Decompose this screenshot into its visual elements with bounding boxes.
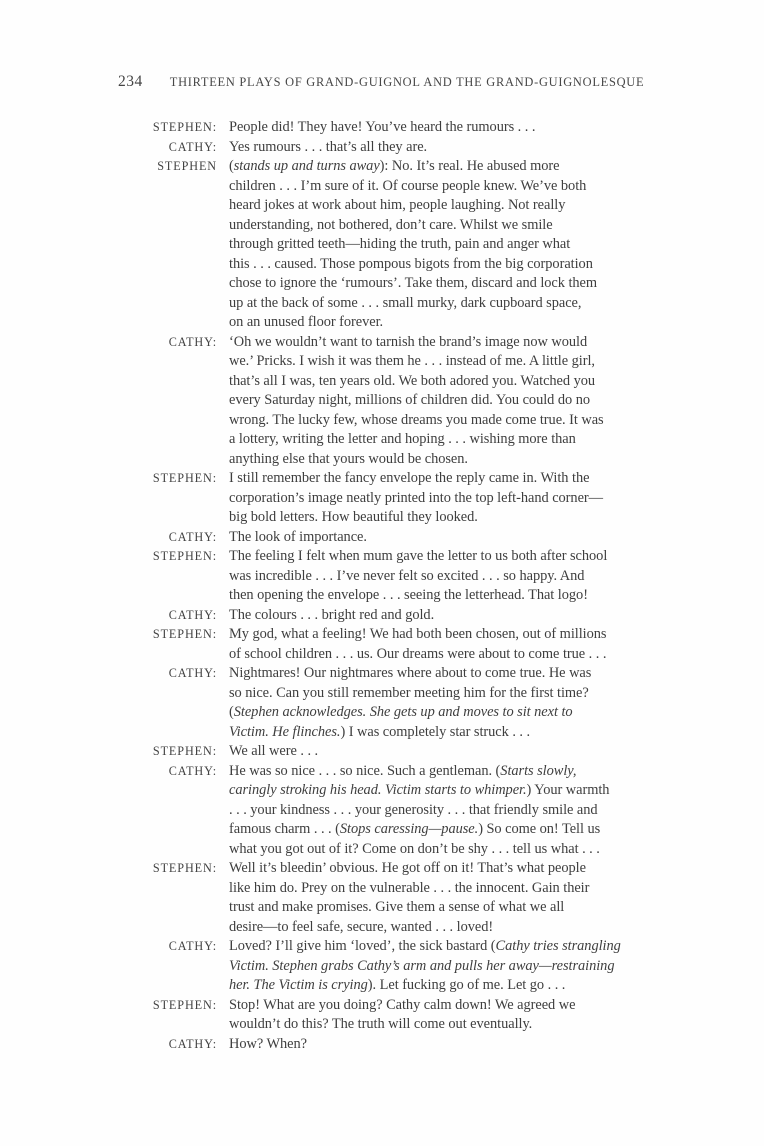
dialogue-segment: up at the back of some . . . small murky, dark cupboard space, [229, 294, 582, 311]
text-line [229, 430, 689, 450]
speech-text [229, 469, 689, 528]
dialogue-entry [145, 157, 689, 333]
dialogue-segment: Stop! What are you doing? Cathy calm down! We agreed we [229, 996, 576, 1013]
stage-direction: Stephen acknowledges. She gets up and moves to sit next to [233, 704, 573, 720]
text-line [229, 606, 689, 626]
text-line [229, 918, 689, 938]
text-line [229, 664, 689, 684]
text-line [229, 586, 689, 606]
text-line [229, 840, 689, 860]
dialogue-segment: what you got out of it? Come on don’t be shy . . . tell us what . . . [229, 840, 600, 857]
text-line [229, 1035, 689, 1055]
dialogue-segment: I still remember the fancy envelope the reply came in. With the [229, 470, 590, 486]
text-line [229, 528, 689, 548]
speech-text [229, 762, 689, 860]
running-header [118, 73, 704, 91]
stage-direction: caringly stroking his head. Victim starts to whimper. [229, 782, 527, 798]
speaker-label: STEPHEN [157, 159, 217, 173]
stage-direction: Stops caressing—pause. [339, 821, 479, 837]
speaker-label: STEPHEN: [152, 471, 217, 485]
dialogue-entry [145, 118, 689, 138]
dialogue-segment: a lottery, writing the letter and hoping . . . wishing more than [229, 431, 576, 447]
dialogue-segment: He was so nice . . . so nice. Such a gentleman. ( [229, 762, 501, 779]
dialogue-segment: wrong. The lucky few, whose dreams you made come true. It was [229, 411, 604, 428]
dialogue-segment: every Saturday night, millions of children did. You could do no [229, 392, 590, 408]
dialogue-segment: heard jokes at work about him, people laughing. Not really [229, 197, 566, 213]
dialogue-entry [145, 742, 689, 762]
text-line [229, 898, 689, 918]
speech-text [229, 742, 689, 762]
stage-direction: Starts slowly, [500, 762, 577, 779]
text-line [229, 937, 689, 957]
speaker-label: STEPHEN: [152, 744, 217, 758]
dialogue-segment: How? When? [229, 1035, 307, 1052]
dialogue-segment: through gritted teeth—hiding the truth, pain and anger what [229, 236, 571, 252]
speech-text [229, 996, 689, 1035]
dialogue-entry [145, 1035, 689, 1055]
speech-text [229, 118, 689, 138]
running-title: THIRTEEN PLAYS OF GRAND-GUIGNOL AND THE GRAND-GUIGNOLESQUE [169, 75, 645, 89]
speaker-label: STEPHEN: [152, 997, 217, 1012]
dialogue-entry [145, 762, 689, 860]
speech-text [229, 547, 689, 606]
text-line [229, 996, 689, 1016]
speech-text [229, 937, 689, 996]
text-line [229, 820, 689, 840]
dialogue-segment: My god, what a feeling! We had both been chosen, out of millions [229, 626, 607, 642]
speaker-label: CATHY: [168, 334, 217, 349]
text-line [229, 489, 689, 509]
text-line [229, 177, 689, 197]
dialogue-segment: was incredible . . . I’ve never felt so excited . . . so happy. And [229, 567, 585, 584]
dialogue-segment: wouldn’t do this? The truth will come out eventually. [229, 1016, 533, 1032]
dialogue-segment: We all were . . . [229, 743, 319, 759]
dialogue-segment: The feeling I felt when mum gave the letter to us both after school [229, 548, 608, 564]
text-line [229, 118, 689, 138]
dialogue-segment: chose to ignore the ‘rumours’. Take them, discard and lock them [229, 275, 598, 291]
page-number: 234 [118, 73, 143, 90]
text-line [229, 313, 689, 333]
dialogue-segment: ) So come on! Tell us [478, 821, 601, 837]
dialogue-segment: this . . . caused. Those pompous bigots from the big corporation [229, 255, 593, 272]
dialogue-entry [145, 625, 689, 664]
stage-direction: Cathy tries strangling [495, 938, 621, 954]
dialogue-entry [145, 547, 689, 606]
dialogue-entry [145, 333, 689, 470]
speaker-label: STEPHEN: [152, 627, 217, 641]
text-line [229, 762, 689, 782]
speech-text [229, 138, 689, 158]
text-line [229, 274, 689, 294]
dialogue-entry [145, 138, 689, 158]
dialogue-segment: on an unused floor forever. [229, 314, 384, 330]
dialogue [145, 118, 689, 1054]
speaker-label: CATHY: [168, 763, 217, 778]
speech-text [229, 859, 689, 937]
dialogue-segment: famous charm . . . ( [229, 821, 340, 837]
speech-text [229, 606, 689, 626]
dialogue-segment: ( [229, 704, 234, 720]
speech-text [229, 664, 689, 742]
dialogue-segment: . . . your kindness . . . your generosity . . . that friendly smile and [229, 801, 598, 818]
dialogue-segment: big bold letters. How beautiful they looked. [229, 509, 478, 525]
dialogue-segment: Loved? I’ll give him ‘loved’, the sick bastard ( [229, 938, 496, 954]
dialogue-segment: ‘Oh we wouldn’t want to tarnish the brand’s image now would [229, 333, 588, 350]
dialogue-segment: that’s all I was, ten years old. We both adored you. Watched you [229, 372, 596, 389]
text-line [229, 547, 689, 567]
speaker-label: CATHY: [168, 666, 217, 680]
text-line [229, 801, 689, 821]
speaker-label: CATHY: [168, 139, 217, 154]
dialogue-entry [145, 528, 689, 548]
dialogue-segment: Well it’s bleedin’ obvious. He got off on it! That’s what people [229, 860, 586, 876]
stage-direction: Victim. He flinches. [229, 723, 341, 740]
speaker-label: STEPHEN: [152, 549, 217, 563]
dialogue-segment: The colours . . . bright red and gold. [229, 606, 435, 623]
dialogue-segment: Nightmares! Our nightmares where about to come true. He was [229, 665, 592, 681]
text-line [229, 684, 689, 704]
dialogue-entry [145, 664, 689, 742]
text-line [229, 372, 689, 392]
text-line [229, 333, 689, 353]
speaker-label: STEPHEN: [152, 120, 217, 134]
dialogue-entry [145, 469, 689, 528]
dialogue-segment: anything else that yours would be chosen. [229, 450, 468, 467]
speech-text [229, 157, 689, 333]
dialogue-segment: understanding, not bothered, don’t care. Whilst we smile [229, 216, 553, 233]
dialogue-segment: we.’ Pricks. I wish it was them he . . . instead of me. A little girl, [229, 353, 595, 369]
dialogue-segment: ) I was completely star struck . . . [340, 723, 531, 740]
text-line [229, 391, 689, 411]
dialogue-segment: ): No. It’s real. He abused more [379, 158, 560, 174]
text-line [229, 450, 689, 470]
text-line [229, 508, 689, 528]
dialogue-segment: so nice. Can you still remember meeting him for the first time? [229, 684, 589, 701]
stage-direction: her. The Victim is crying [229, 977, 368, 993]
text-line [229, 411, 689, 431]
text-line [229, 625, 689, 645]
text-line [229, 879, 689, 899]
text-line [229, 723, 689, 743]
text-line [229, 567, 689, 587]
speaker-label: CATHY: [168, 939, 217, 953]
text-line [229, 255, 689, 275]
text-line [229, 976, 689, 996]
dialogue-entry [145, 937, 689, 996]
text-line [229, 235, 689, 255]
dialogue-segment: The look of importance. [229, 528, 367, 545]
text-line [229, 957, 689, 977]
text-line [229, 703, 689, 723]
text-line [229, 138, 689, 158]
text-line [229, 157, 689, 177]
text-line [229, 645, 689, 665]
speech-text [229, 1035, 689, 1055]
dialogue-segment: desire—to feel safe, secure, wanted . . . loved! [229, 918, 494, 935]
dialogue-segment: People did! They have! You’ve heard the rumours . . . [229, 119, 536, 135]
dialogue-segment: children . . . I’m sure of it. Of course people knew. We’ve both [229, 177, 587, 194]
text-line [229, 216, 689, 236]
stage-direction: Victim. Stephen grabs Cathy’s arm and pulls her away—restraining [229, 957, 615, 974]
text-line [229, 469, 689, 489]
speech-text [229, 528, 689, 548]
dialogue-entry [145, 859, 689, 937]
dialogue-segment: then opening the envelope . . . seeing the letterhead. That logo! [229, 587, 588, 603]
dialogue-segment: ) Your warmth [526, 782, 610, 798]
text-line [229, 742, 689, 762]
dialogue-entry [145, 996, 689, 1035]
text-line [229, 1015, 689, 1035]
text-line [229, 294, 689, 314]
text-line [229, 352, 689, 372]
speaker-label: CATHY: [168, 607, 217, 622]
dialogue-entry [145, 606, 689, 626]
text-line [229, 859, 689, 879]
text-line [229, 196, 689, 216]
dialogue-segment: Yes rumours . . . that’s all they are. [229, 138, 428, 155]
stage-direction: stands up and turns away [233, 158, 380, 174]
dialogue-segment: trust and make promises. Give them a sense of what we all [229, 899, 565, 915]
dialogue-segment: ( [229, 158, 234, 174]
dialogue-segment: like him do. Prey on the vulnerable . . . the innocent. Gain their [229, 879, 590, 896]
speaker-label: CATHY: [168, 529, 217, 544]
speech-text [229, 333, 689, 470]
speaker-label: CATHY: [168, 1036, 217, 1051]
text-line [229, 781, 689, 801]
dialogue-segment: corporation’s image neatly printed into the top left-hand corner— [229, 489, 603, 506]
speech-text [229, 625, 689, 664]
dialogue-segment: of school children . . . us. Our dreams were about to come true . . . [229, 645, 607, 662]
speaker-label: STEPHEN: [152, 861, 217, 875]
dialogue-segment: ). Let fucking go of me. Let go . . . [367, 977, 566, 993]
